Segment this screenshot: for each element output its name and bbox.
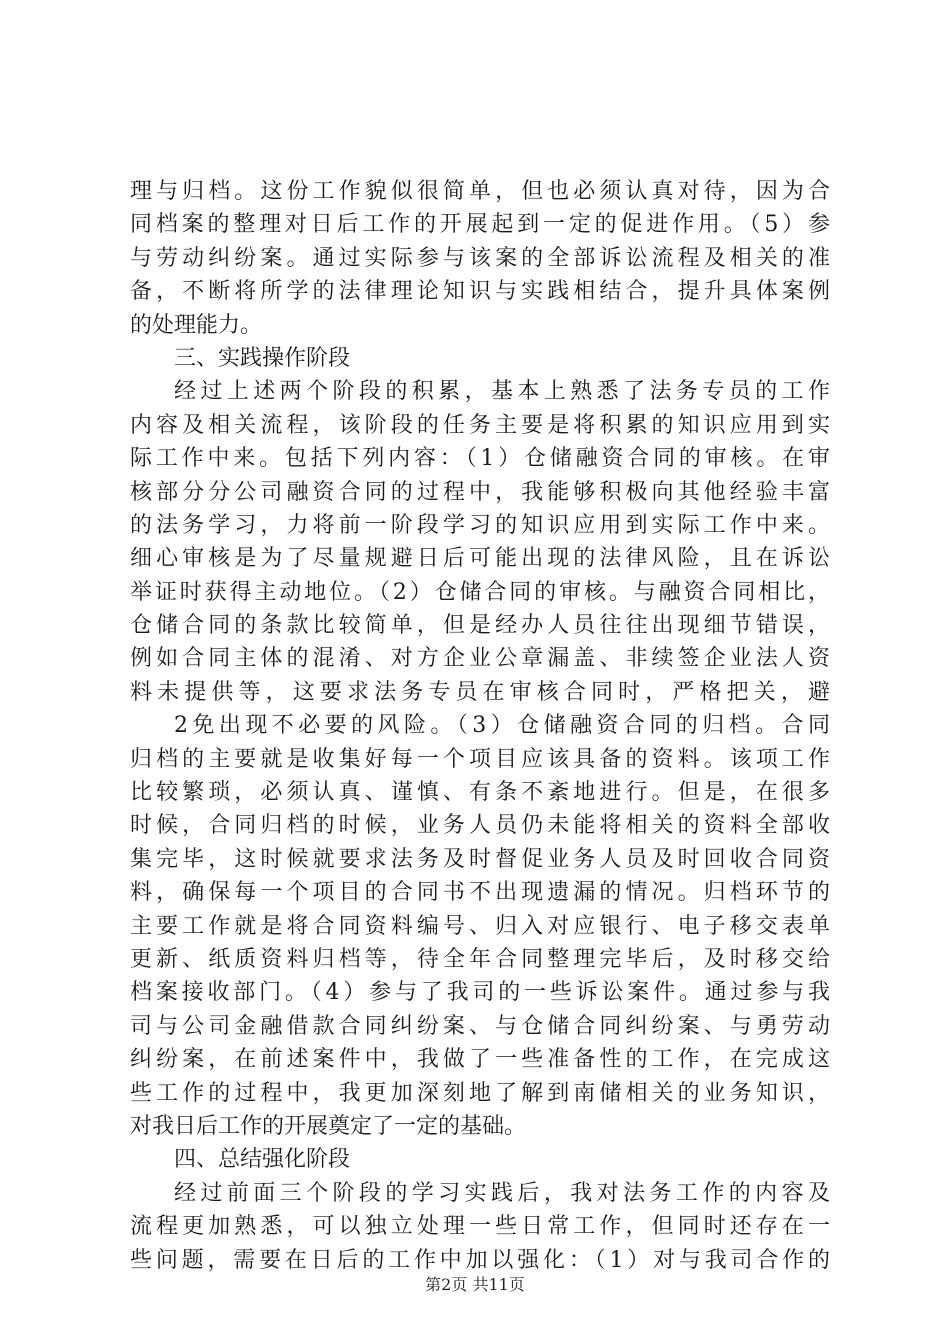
text-line: 些工作的过程中，我更加深刻地了解到南储相关的业务知识， <box>130 1080 830 1106</box>
text-line: 时候，合同归档的时候，业务人员仍未能将相关的资料全部收 <box>130 813 830 839</box>
text-line: 流程更加熟悉，可以独立处理一些日常工作，但同时还存在一 <box>130 1214 830 1240</box>
text-line: 例如合同主体的混淆、对方企业公章漏盖、非续签企业法人资 <box>130 646 830 672</box>
text-line: 的处理能力。 <box>130 312 263 338</box>
text-line: 经过上述两个阶段的积累，基本上熟悉了法务专员的工作 <box>174 379 830 405</box>
text-line: 理与归档。这份工作貌似很简单，但也必须认真对待，因为合 <box>130 179 830 204</box>
text-line: 些问题，需要在日后的工作中加以强化：（1）对与我司合作的 <box>130 1247 830 1273</box>
text-line: 核部分分公司融资合同的过程中，我能够积极向其他经验丰富 <box>130 479 830 505</box>
text-line: 更新、纸质资料归档等，待全年合同整理完毕后，及时移交给 <box>130 946 830 972</box>
text-line: 档案接收部门。（4）参与了我司的一些诉讼案件。通过参与我 <box>130 980 830 1006</box>
text-line: 三、实践操作阶段 <box>174 345 351 371</box>
text-line: 经过前面三个阶段的学习实践后，我对法务工作的内容及 <box>174 1180 830 1206</box>
text-line: 主要工作就是将合同资料编号、归入对应银行、电子移交表单 <box>130 913 830 939</box>
text-line: 司与公司金融借款合同纠纷案、与仓储合同纠纷案、与勇劳动 <box>130 1013 830 1039</box>
text-line: 同档案的整理对日后工作的开展起到一定的促进作用。（5）参 <box>130 212 830 238</box>
text-line: 内容及相关流程，该阶段的任务主要是将积累的知识应用到实 <box>130 412 830 438</box>
body-text <box>130 175 830 1277</box>
text-line: 对我日后工作的开展奠定了一定的基础。 <box>130 1113 527 1139</box>
text-line: 举证时获得主动地位。（2）仓储合同的审核。与融资合同相比， <box>130 579 830 605</box>
text-line: 仓储合同的条款比较简单，但是经办人员往往出现细节错误， <box>130 613 830 639</box>
text-line: 集完毕，这时候就要求法务及时督促业务人员及时回收合同资 <box>130 846 830 872</box>
text-line: 比较繁琐，必须认真、谨慎、有条不紊地进行。但是，在很多 <box>130 780 830 806</box>
text-line: 际工作中来。包括下列内容：（1）仓储融资合同的审核。在审 <box>130 446 830 472</box>
text-line: 四、总结强化阶段 <box>174 1147 351 1173</box>
text-line: 细心审核是为了尽量规避日后可能出现的法律风险，且在诉讼 <box>130 546 830 572</box>
text-line: 料未提供等，这要求法务专员在审核合同时，严格把关，避 <box>130 679 830 705</box>
text-line: 料，确保每一个项目的合同书不出现遗漏的情况。归档环节的 <box>130 880 830 906</box>
text-line: 纠纷案，在前述案件中，我做了一些准备性的工作，在完成这 <box>130 1047 830 1073</box>
text-line: 与劳动纠纷案。通过实际参与该案的全部诉讼流程及相关的准 <box>130 245 830 271</box>
text-line: 2免出现不必要的风险。（3）仓储融资合同的归档。合同 <box>174 713 830 739</box>
text-line: 的法务学习，力将前一阶段学习的知识应用到实际工作中来。 <box>130 512 830 538</box>
text-line: 备，不断将所学的法律理论知识与实践相结合，提升具体案例 <box>130 279 830 305</box>
text-line: 归档的主要就是收集好每一个项目应该具备的资料。该项工作 <box>130 746 830 772</box>
page-footer: 第2页 共11页 <box>425 1275 525 1294</box>
